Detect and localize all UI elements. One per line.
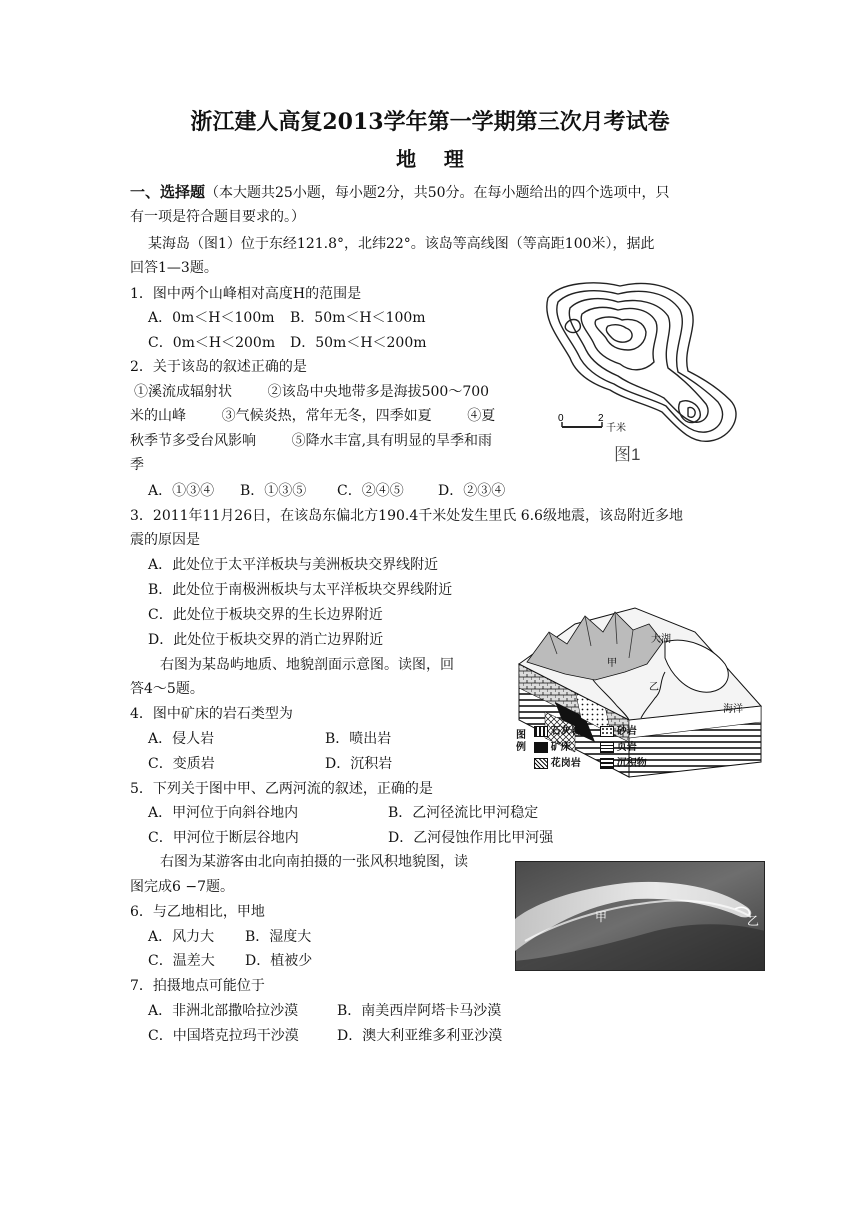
intro-2-line-2: 答4～5题。 (130, 681, 204, 697)
figure-1-contour-map (540, 276, 740, 466)
question-2-line-4: 季 (130, 457, 144, 473)
figure-2-label-lake: 大湖 (651, 634, 671, 645)
question-2-option-b: B．①③⑤ (240, 483, 307, 499)
question-2-line-3: 秋季节多受台风影响 ⑤降水丰富,具有明显的旱季和雨 (130, 433, 493, 449)
legend-item-ore (534, 742, 571, 754)
shale-swatch-icon (600, 742, 614, 753)
section-instruction-1: （本大题共25小题，每小题2分，共50分。在每小题给出的四个选项中，只 (205, 185, 670, 201)
question-2-line-1: ①溪流成辐射状 ②该岛中央地带多是海拔500～700 (134, 384, 490, 400)
question-6-option-c: C．温差大 (148, 953, 215, 969)
legend-ore-label: 矿床 (550, 742, 571, 754)
question-4-stem: 4．图中矿床的岩石类型为 (130, 706, 293, 722)
question-4-option-c: C．变质岩 (148, 756, 215, 772)
legend-item-shale (600, 742, 637, 754)
question-5-option-a: A．甲河位于向斜谷地内 (148, 805, 299, 821)
question-6-stem: 6．与乙地相比，甲地 (130, 904, 265, 920)
question-1-option-c: C．0m＜H＜200m (148, 335, 276, 351)
page-subject: 地 理 (396, 147, 464, 171)
question-6-option-b: B．湿度大 (245, 929, 312, 945)
intro-1-line-1: 某海岛（图1）位于东经121.8°，北纬22°。该岛等高线图（等高距100米），据此 (148, 236, 655, 252)
question-1-option-d: D．50m＜H＜200m (290, 335, 427, 351)
legend-item-limestone (534, 726, 581, 738)
question-4-option-a: A．侵人岩 (148, 731, 215, 747)
question-1-option-a: A．0m＜H＜100m (148, 310, 275, 326)
figure-2-label-jia: 甲 (607, 658, 617, 669)
legend-limestone-label: 石灰岩 (550, 726, 581, 738)
question-3-option-c: C．此处位于板块交界的生长边界附近 (148, 607, 383, 623)
intro-1-line-2: 回答1—3题。 (130, 260, 218, 276)
question-1-stem: 1．图中两个山峰相对高度H的范围是 (130, 286, 362, 302)
question-5-option-c: C．甲河位于断层谷地内 (148, 830, 299, 846)
intro-2-line-1: 右图为某岛屿地质、地貌剖面示意图。读图，回 (160, 657, 454, 673)
question-3-option-a: A．此处位于太平洋板块与美洲板块交界线附近 (148, 557, 439, 573)
question-2-option-d: D．②③④ (438, 483, 506, 499)
question-7-option-c: C．中国塔克拉玛干沙漠 (148, 1028, 299, 1044)
legend-sediment-label: 沉积物 (616, 758, 647, 770)
question-2-option-c: C．②④⑤ (337, 483, 404, 499)
question-3-option-b: B．此处位于南极洲板块与太平洋板块交界线附近 (148, 582, 453, 598)
intro-3-line-1: 右图为某游客由北向南拍摄的一张风积地貌图，读 (160, 854, 468, 870)
figure-1-scale-unit: 千米 (606, 423, 626, 434)
question-7-option-b: B．南美西岸阿塔卡马沙漠 (337, 1003, 502, 1019)
legend-granite-label: 花岗岩 (550, 758, 581, 770)
question-6-option-a: A．风力大 (148, 929, 215, 945)
question-7-option-a: A．非洲北部撒哈拉沙漠 (148, 1003, 299, 1019)
legend-shale-label: 页岩 (616, 742, 637, 754)
ore-swatch-icon (534, 742, 548, 753)
question-3-option-d: D．此处位于板块交界的消亡边界附近 (148, 632, 384, 648)
section-instruction-2: 有一项是符合题目要求的。） (130, 209, 305, 225)
figure-3-label-yi: 乙 (747, 914, 760, 928)
question-3-stem-1: 3．2011年11月26日，在该岛东偏北方190.4千米处发生里氏 6.6级地震，该岛附近多地 (130, 508, 683, 524)
legend-item-sediment (600, 758, 647, 770)
page-title: 浙江建人高复2013学年第一学期第三次月考试卷 (190, 109, 670, 135)
figure-2-label-yi: 乙 (649, 682, 659, 693)
figure-3-dune-photo (515, 861, 765, 971)
legend-item-sandstone (600, 726, 637, 738)
sandstone-swatch-icon (600, 726, 614, 737)
legend-sandstone-label: 砂岩 (616, 726, 637, 738)
question-7-option-d: D．澳大利亚维多利亚沙漠 (337, 1028, 503, 1044)
figure-2-legend-title: 图例 (516, 730, 526, 753)
question-5-option-d: D．乙河侵蚀作用比甲河强 (388, 830, 554, 846)
section-heading: 一、选择题 (130, 183, 206, 201)
section-header (130, 182, 670, 203)
question-3-stem-2: 震的原因是 (130, 532, 200, 548)
question-2-line-2: 米的山峰 ③气候炎热，常年无冬，四季如夏 ④夏 (130, 408, 496, 424)
figure-1-scale-zero: 0 (558, 413, 564, 424)
figure-2-label-ocean: 海洋 (723, 704, 743, 715)
legend-item-granite (534, 758, 581, 770)
question-2-option-a: A．①③④ (148, 483, 215, 499)
limestone-swatch-icon (534, 726, 548, 737)
question-1-option-b: B．50m＜H＜100m (290, 310, 426, 326)
question-4-option-d: D．沉积岩 (325, 756, 393, 772)
figure-1-scale-two: 2 (598, 413, 604, 424)
figure-1-caption: 图1 (614, 445, 641, 464)
question-2-stem: 2．关于该岛的叙述正确的是 (130, 359, 307, 375)
intro-3-line-2: 图完成6 −7题。 (130, 879, 234, 895)
figure-2-legend (516, 724, 696, 774)
granite-swatch-icon (534, 758, 548, 769)
question-5-stem: 5．下列关于图中甲、乙两河流的叙述，正确的是 (130, 781, 433, 797)
question-4-option-b: B．喷出岩 (325, 731, 392, 747)
question-7-stem: 7．拍摄地点可能位于 (130, 978, 265, 994)
question-6-option-d: D．植被少 (245, 953, 313, 969)
sediment-swatch-icon (600, 758, 614, 769)
question-5-option-b: B．乙河径流比甲河稳定 (388, 805, 539, 821)
figure-3-label-jia: 甲 (595, 910, 608, 924)
